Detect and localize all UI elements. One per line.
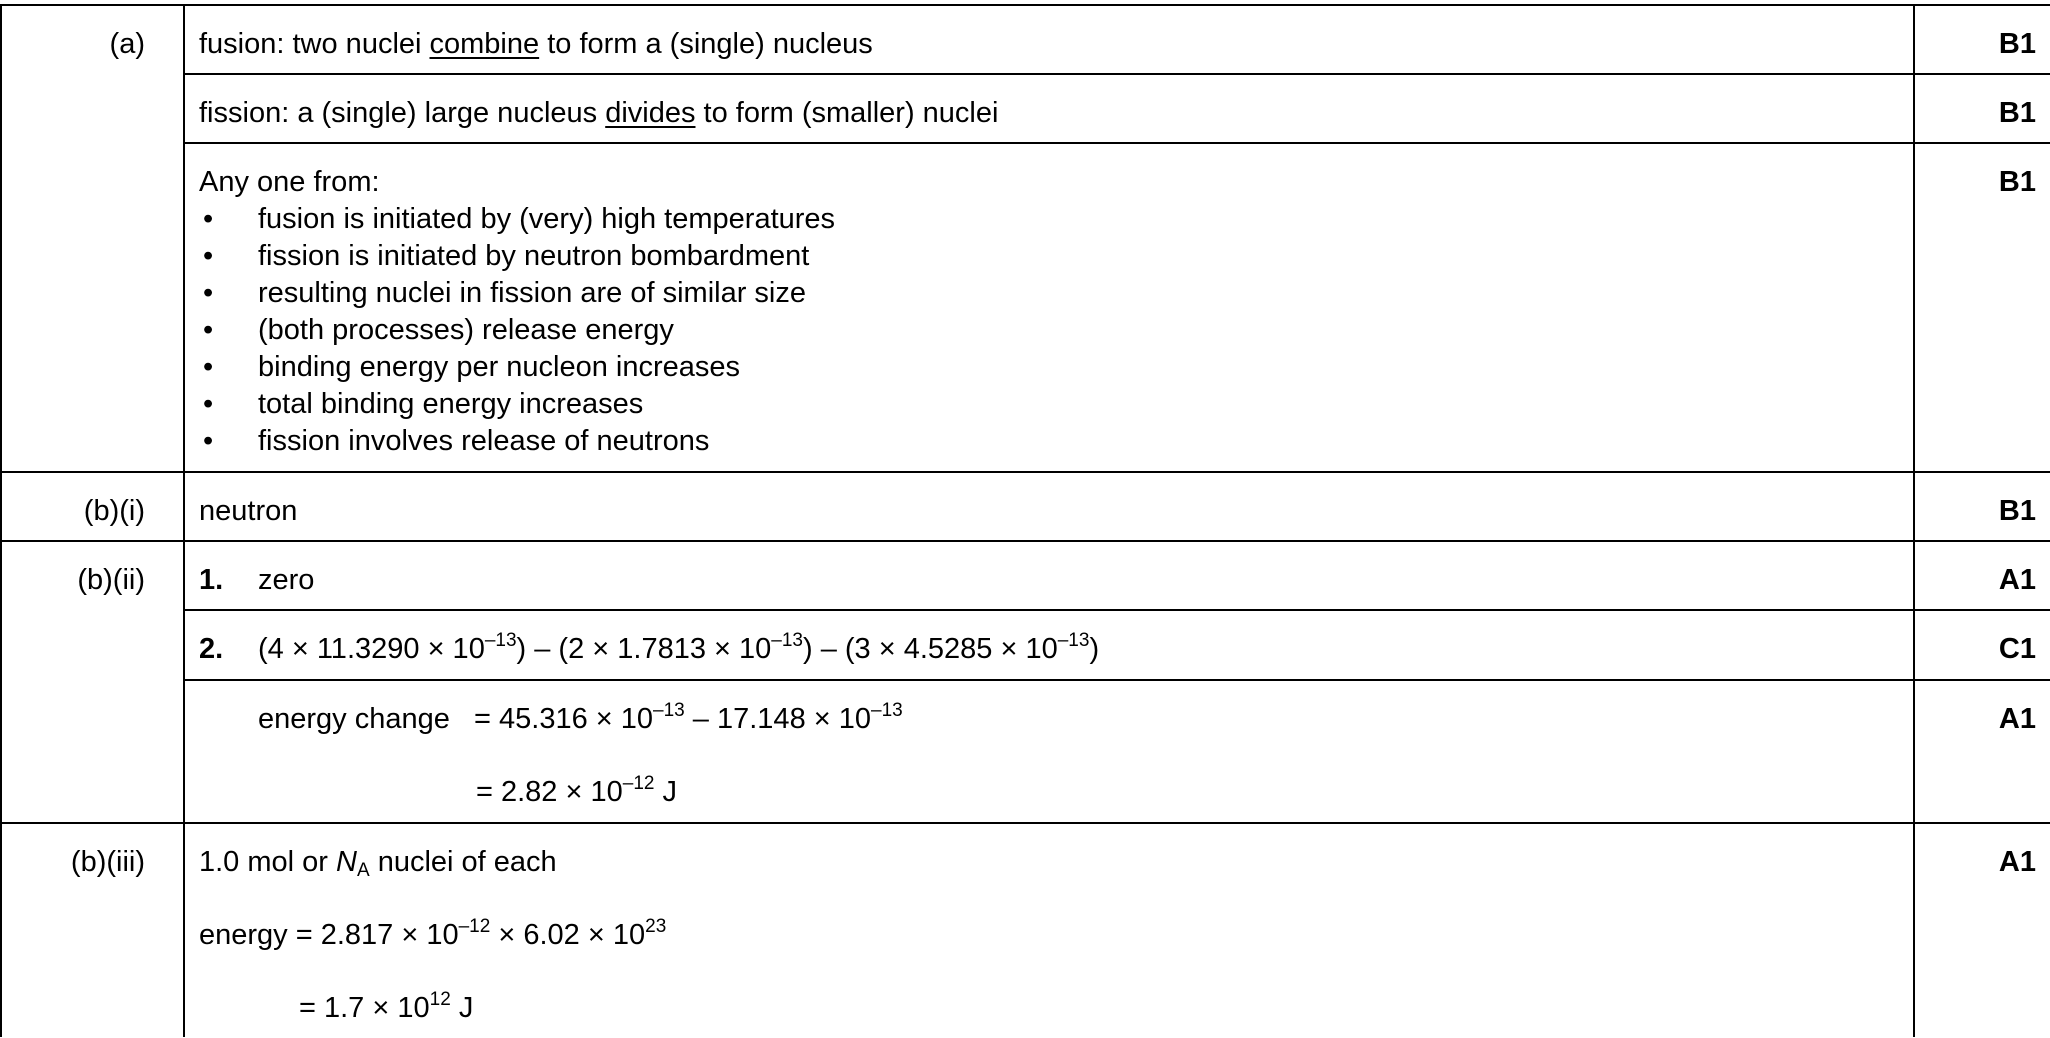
bullet-icon: • xyxy=(203,351,214,383)
energy-change-line-2: = $2.82 \times 10^{-12}$ J xyxy=(476,773,678,808)
bullet-icon: • xyxy=(203,277,214,309)
answer-b-ii-3 xyxy=(184,680,1914,823)
mark-b-ii-2: C1 xyxy=(1914,610,2050,680)
b-iii-line-1: 1.0 mol or $N_A$ nuclei of each xyxy=(199,846,557,881)
list-item: • (both processes) release energy xyxy=(199,312,1899,349)
bullet-icon: • xyxy=(203,314,214,346)
fission-text-post: to form (smaller) nuclei xyxy=(695,97,999,129)
b-iii-line-2: energy = $2.817 \times 10^{-12} \times 6.02 \times 10^{23}$ xyxy=(199,916,667,951)
answer-b-ii-1 xyxy=(184,541,1914,610)
mark-b-i: B1 xyxy=(1914,472,2050,541)
list-item: • binding energy per nucleon increases xyxy=(199,349,1899,386)
row-b-iii xyxy=(1,823,2050,1037)
any-one-list xyxy=(199,201,1899,460)
fusion-text-pre: fusion: two nuclei xyxy=(199,28,430,60)
mark-any-one: B1 xyxy=(1914,143,2050,472)
bullet-icon: • xyxy=(203,240,214,272)
row-a-fusion xyxy=(1,5,2050,74)
answer-b-ii-2: 2. $(4 \times 11.3290 \times 10^{-13}) - (2 \times 1.7813 \times 10^{-13}) - (3 \times 4.5285 \times 10^{-13})$ xyxy=(184,610,1914,680)
question-label-b-iii: (b)(iii) xyxy=(1,823,184,1037)
fusion-keyword: combine xyxy=(429,28,540,60)
bullet-icon: • xyxy=(203,388,214,420)
question-label-a: (a) xyxy=(1,5,184,472)
mark-b-ii-3: A1 xyxy=(1914,680,2050,823)
bullet-icon: • xyxy=(203,203,214,235)
mark-fission: B1 xyxy=(1914,74,2050,143)
list-item: • total binding energy increases xyxy=(199,386,1899,423)
energy-change-label: energy change xyxy=(258,703,450,735)
fission-text-pre: fission: a (single) large nucleus xyxy=(199,97,606,129)
row-b-ii-3 xyxy=(1,680,2050,823)
question-label-b-i: (b)(i) xyxy=(1,472,184,541)
list-item: • fission involves release of neutrons xyxy=(199,423,1899,460)
row-b-ii-2 xyxy=(1,610,2050,680)
b-iii-line-3: = $1.7 \times 10^{12}$ J xyxy=(299,989,474,1024)
row-b-ii-1 xyxy=(1,541,2050,610)
energy-change-line-1: energy change = $45.316 \times 10^{-13} - 17.148 \times 10^{-13}$ xyxy=(258,700,903,735)
answer-any-one xyxy=(184,143,1914,472)
mark-b-ii-1: A1 xyxy=(1914,541,2050,610)
fission-keyword: divides xyxy=(605,97,696,129)
bullet-icon: • xyxy=(203,425,214,457)
row-a-any-one xyxy=(1,143,2050,472)
part-number: 2. xyxy=(199,633,224,665)
row-b-i xyxy=(1,472,2050,541)
list-item: • resulting nuclei in fission are of similar size xyxy=(199,275,1899,312)
answer-b-iii xyxy=(184,823,1914,1037)
answer-fission xyxy=(184,74,1914,143)
part-number: 1. xyxy=(199,564,224,596)
answer-fusion xyxy=(184,5,1914,74)
list-item: • fusion is initiated by (very) high temperatures xyxy=(199,201,1899,238)
list-item: • fission is initiated by neutron bombardment xyxy=(199,238,1899,275)
answer-b-i: neutron xyxy=(184,472,1914,541)
any-one-intro: Any one from: xyxy=(199,166,380,198)
row-a-fission xyxy=(1,74,2050,143)
mark-scheme-table xyxy=(0,4,2050,1037)
fusion-text-post: to form a (single) nucleus xyxy=(539,28,873,60)
mark-b-iii: A1 xyxy=(1914,823,2050,1037)
question-label-b-ii: (b)(ii) xyxy=(1,541,184,823)
mark-fusion: B1 xyxy=(1914,5,2050,74)
answer-zero: zero xyxy=(258,564,315,596)
